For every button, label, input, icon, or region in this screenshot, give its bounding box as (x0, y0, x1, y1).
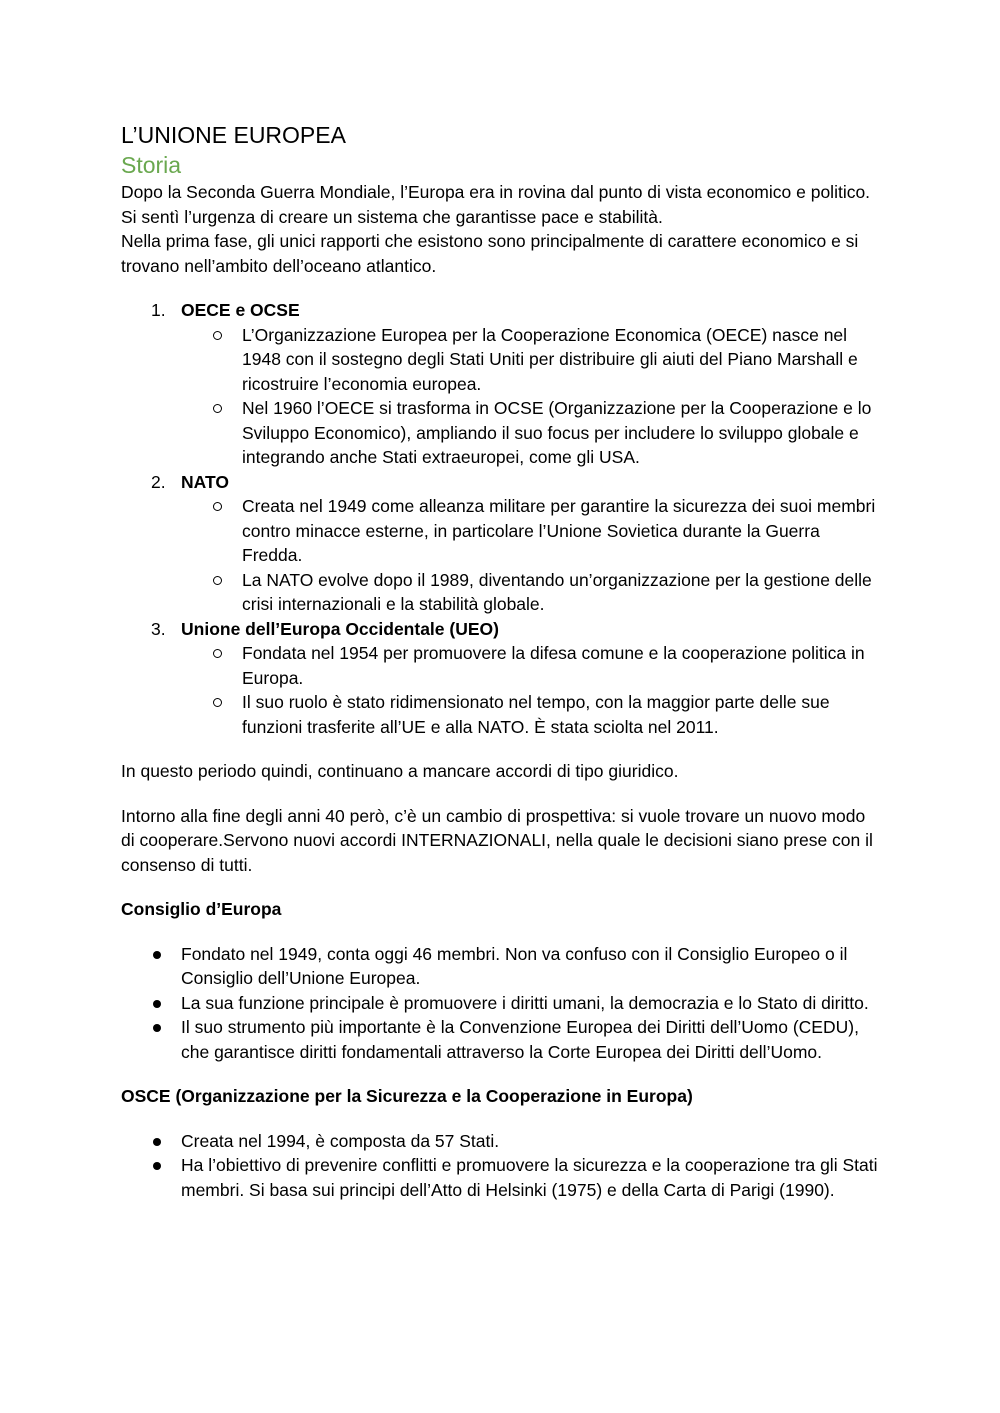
list-item: Fondato nel 1949, conta oggi 46 membri. Non va confuso con il Consiglio Europeo o il Consiglio dell’Unione Europea. (121, 942, 881, 991)
circle-bullet-icon (213, 404, 222, 413)
bullet-icon (153, 1138, 161, 1146)
list-item: Ha l’obiettivo di prevenire conflitti e promuovere la sicurezza e la cooperazione tra gli Stati membri. Si basa sui principi dell’Atto di Helsinki (1975) e della Carta di Parigi (1990). (121, 1153, 881, 1202)
circle-bullet-icon (213, 331, 222, 340)
sub-list-item: Il suo ruolo è stato ridimensionato nel tempo, con la maggior parte delle sue funzioni trasferite all’UE e alla NATO. È stata sciolta nel 2011. (181, 690, 881, 739)
circle-bullet-icon (213, 502, 222, 511)
bullet-icon (153, 1162, 161, 1170)
document-page (121, 120, 881, 1202)
sub-list-item: Creata nel 1949 come alleanza militare per garantire la sicurezza dei suoi membri contro minacce esterne, in particolare l’Unione Sovietica durante la Guerra Fredda. (181, 494, 881, 568)
list-item-title: NATO (181, 471, 229, 492)
document-title: L’UNIONE EUROPEA (121, 122, 346, 148)
list-item: La sua funzione principale è promuovere i diritti umani, la democrazia e lo Stato di diritto. (121, 991, 881, 1016)
paragraph-period: In questo periodo quindi, continuano a mancare accordi di tipo giuridico. (121, 761, 679, 781)
list-number: 1. (151, 300, 166, 320)
sub-list-item: Fondata nel 1954 per promuovere la difesa comune e la cooperazione politica in Europa. (181, 641, 881, 690)
list-item: Creata nel 1994, è composta da 57 Stati. (121, 1129, 881, 1154)
heading-osce: OSCE (Organizzazione per la Sicurezza e la Cooperazione in Europa) (121, 1086, 693, 1106)
circle-bullet-icon (213, 698, 222, 707)
list-item-ueo (121, 617, 881, 740)
list-item-nato (121, 470, 881, 617)
sub-list-item: La NATO evolve dopo il 1989, diventando un’organizzazione per la gestione delle crisi internazionali e la stabilità globale. (181, 568, 881, 617)
bullet-icon (153, 951, 161, 959)
consiglio-list (121, 942, 881, 1065)
list-number: 3. (151, 618, 166, 639)
list-item: Il suo strumento più importante è la Convenzione Europea dei Diritti dell’Uomo (CEDU), che garantisce diritti fondamentali attraverso la Corte Europea dei Diritti dell’Uomo. (121, 1015, 881, 1064)
bullet-icon (153, 1000, 161, 1008)
sub-list (181, 641, 881, 739)
list-number: 2. (151, 471, 166, 492)
section-heading-storia: Storia (121, 152, 182, 178)
paragraph-change: Intorno alla fine degli anni 40 però, c’è un cambio di prospettiva: si vuole trovare un nuovo modo di cooperare.Servono nuovi accordi INTERNAZIONALI, nella quale le decisioni siano prese con il consenso di tutti. (121, 805, 873, 875)
organizations-list (121, 298, 881, 739)
circle-bullet-icon (213, 576, 222, 585)
bullet-icon (153, 1024, 161, 1032)
sub-list-item: Nel 1960 l’OECE si trasforma in OCSE (Organizzazione per la Cooperazione e lo Sviluppo Economico), ampliando il suo focus per includere lo sviluppo globale e integrando anche Stati extraeuropei, come gli USA. (181, 396, 881, 470)
osce-list (121, 1129, 881, 1203)
circle-bullet-icon (213, 649, 222, 658)
list-item-title: Unione dell’Europa Occidentale (UEO) (181, 618, 499, 639)
sub-list-item: L’Organizzazione Europea per la Cooperazione Economica (OECE) nasce nel 1948 con il sostegno degli Stati Uniti per distribuire gli aiuti del Piano Marshall e ricostruire l’economia europea. (181, 323, 881, 397)
list-item-title: OECE e OCSE (181, 300, 300, 320)
sub-list (181, 494, 881, 617)
intro-paragraph: Nella prima fase, gli unici rapporti che esistono sono principalmente di carattere economico e si trovano nell’ambito dell’oceano atlantico. (121, 231, 859, 276)
heading-consiglio-europa: Consiglio d’Europa (121, 899, 282, 919)
list-item-oece-ocse (121, 298, 881, 470)
intro-paragraph: Dopo la Seconda Guerra Mondiale, l’Europa era in rovina dal punto di vista economico e politico. Si sentì l’urgenza di creare un sistema che garantisse pace e stabilità. (121, 182, 871, 227)
sub-list (181, 323, 881, 470)
